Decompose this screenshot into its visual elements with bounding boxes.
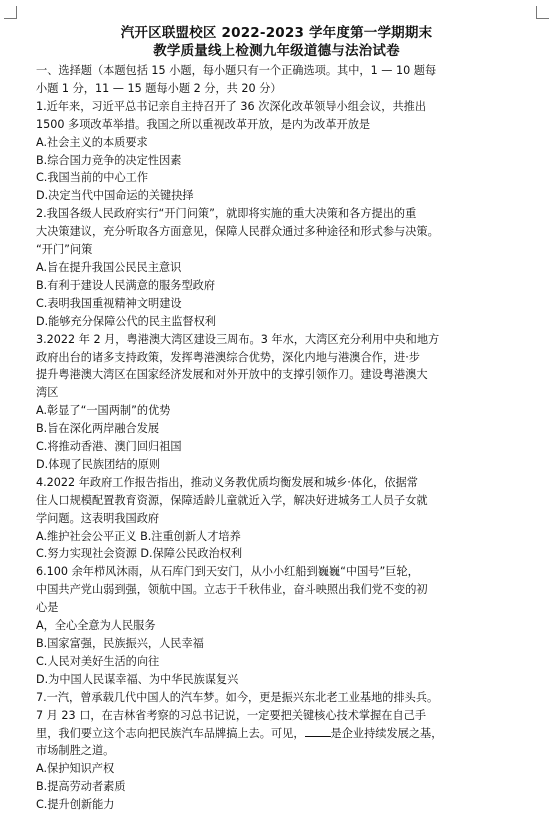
question-7-option-a: A.保护知识产权 bbox=[36, 762, 115, 776]
question-7-option-c: C.提升创新能力 bbox=[36, 798, 115, 812]
question-6-stem-cont: 心是 bbox=[36, 601, 59, 615]
question-2-stem-cont: 大决策建议，充分听取各方面意见，保障人民群众通过多种途径和形式参与决策。 bbox=[36, 225, 439, 239]
question-3-stem-cont: 湾区 bbox=[36, 386, 59, 400]
question-1-stem-cont: 1500 多项改革举措。我国之所以重视改革开放，是内为改革开放是 bbox=[36, 117, 371, 131]
question-4-options-ab: A.维护社会公平正义 B.注重创新人才培养 bbox=[36, 529, 241, 543]
question-2-option-b: B.有利于建设人民满意的服务型政府 bbox=[36, 278, 216, 292]
question-7-stem-part-2: 是企业持续发展之基， bbox=[330, 726, 443, 740]
crop-mark-top-right bbox=[536, 6, 549, 19]
question-3-stem-cont: 提升粤港澳大湾区在国家经济发展和对外开放中的支撑引领作刀。建设粤港澳大 bbox=[36, 368, 428, 382]
question-3-stem: 3.2022 年 2 月，粤港澳大湾区建设三周布。3 年水，大湾区充分利用中央和地方 bbox=[36, 332, 440, 346]
question-6-option-d: D.为中国人民谋幸福、为中华民族谋复兴 bbox=[36, 672, 239, 686]
question-4-stem: 4.2022 年政府工作报告指出，推动义务教优质均衡发展和城乡·体化，依据常 bbox=[36, 475, 418, 489]
question-1-option-c: C.我国当前的中心工作 bbox=[36, 171, 149, 185]
question-3-stem-cont: 政府出台的诸多支持政策，发挥粤港澳综合优势，深化内地与港澳合作，进·步 bbox=[36, 350, 420, 364]
section-heading-cont: 小题 1 分，11 — 15 题每小题 2 分，共 20 分） bbox=[36, 81, 282, 95]
exam-title-line-2: 教学质量线上检测九年级道德与法治试卷 bbox=[153, 43, 400, 59]
question-1-option-d: D.决定当代中国命运的关键抉择 bbox=[36, 189, 194, 203]
question-7-stem-part-1: 里，我们要立这个志向把民族汽车品牌搞上去。可见， bbox=[36, 726, 305, 740]
question-7-stem: 7.一汽，曾承载几代中国人的汽车梦。如今，更是振兴东北老工业基地的排头兵。 bbox=[36, 690, 439, 704]
question-6-stem: 6.100 余年栉风沐雨，从石库门到天安门，从小小红船到巍巍“中国号”巨轮， bbox=[36, 565, 419, 579]
question-7-stem-cont: 7 月 23 口，在吉林省考察的习总书记说，一定要把关键核心技术掌握在自己手 bbox=[36, 708, 427, 722]
question-4-stem-cont: 住人口规模配置教育资源，保障适龄儿童就近入学，解决好进城务工人员子女就 bbox=[36, 493, 428, 507]
crop-mark-top-left bbox=[4, 6, 17, 19]
question-1-option-b: B.综合国力竞争的决定性因素 bbox=[36, 153, 182, 167]
question-1-option-a: A.社会主义的本质要求 bbox=[36, 135, 148, 149]
question-6-stem-cont: 中国共产党山弱到强，领航中国。立志于千秋伟业，奋斗映照出我们党不变的初 bbox=[36, 583, 428, 597]
question-2-stem-cont: “开门”问策 bbox=[36, 243, 93, 257]
question-4-options-cd: C.努力实现社会资源 D.保障公民政治权利 bbox=[36, 547, 243, 561]
question-6-option-b: B.国家富强，民族振兴，人民幸福 bbox=[36, 637, 204, 650]
question-6-option-a: A，全心全意为人民服务 bbox=[36, 619, 156, 633]
question-3-option-b: B.旨在深化两岸融合发展 bbox=[36, 422, 160, 436]
question-2-option-a: A.旨在提升我国公民民主意识 bbox=[36, 260, 182, 274]
question-2-option-d: D.能够充分保障公代的民主监督权利 bbox=[36, 314, 216, 328]
question-3-option-c: C.将推动香港、澳门回归祖国 bbox=[36, 440, 182, 454]
question-6-option-c: C.人民对美好生活的向往 bbox=[36, 654, 160, 668]
exam-title-line-1: 汽开区联盟校区 2022-2023 学年度第一学期期末 bbox=[120, 25, 433, 41]
question-2-option-c: C.表明我国重视精神文明建设 bbox=[36, 296, 182, 310]
question-7-stem-cont: 市场制胜之道。 bbox=[36, 744, 115, 758]
question-4-stem-cont: 学问题。这表明我国政府 bbox=[36, 511, 160, 525]
answer-blank bbox=[305, 726, 331, 737]
exam-content bbox=[36, 62, 522, 814]
section-heading: 一、选择题（本题包括 15 小题，每小题只有一个正确选项。其中，1 — 10 题每 bbox=[36, 64, 437, 77]
question-3-option-d: D.体现了民族团结的原则 bbox=[36, 457, 161, 471]
question-7-option-b: B.提高劳动者素质 bbox=[36, 780, 126, 794]
question-7-stem-with-blank bbox=[36, 725, 522, 743]
question-2-stem: 2.我国各级人民政府实行“开门问策”，就即将实施的重大决策和各方提出的重 bbox=[36, 207, 417, 221]
question-3-option-a: A.彰显了“一国两制”的优势 bbox=[36, 404, 171, 418]
question-1-stem: 1.近年来，习近平总书记亲自主持召开了 36 次深化改革领导小组会议，共推出 bbox=[36, 99, 427, 113]
